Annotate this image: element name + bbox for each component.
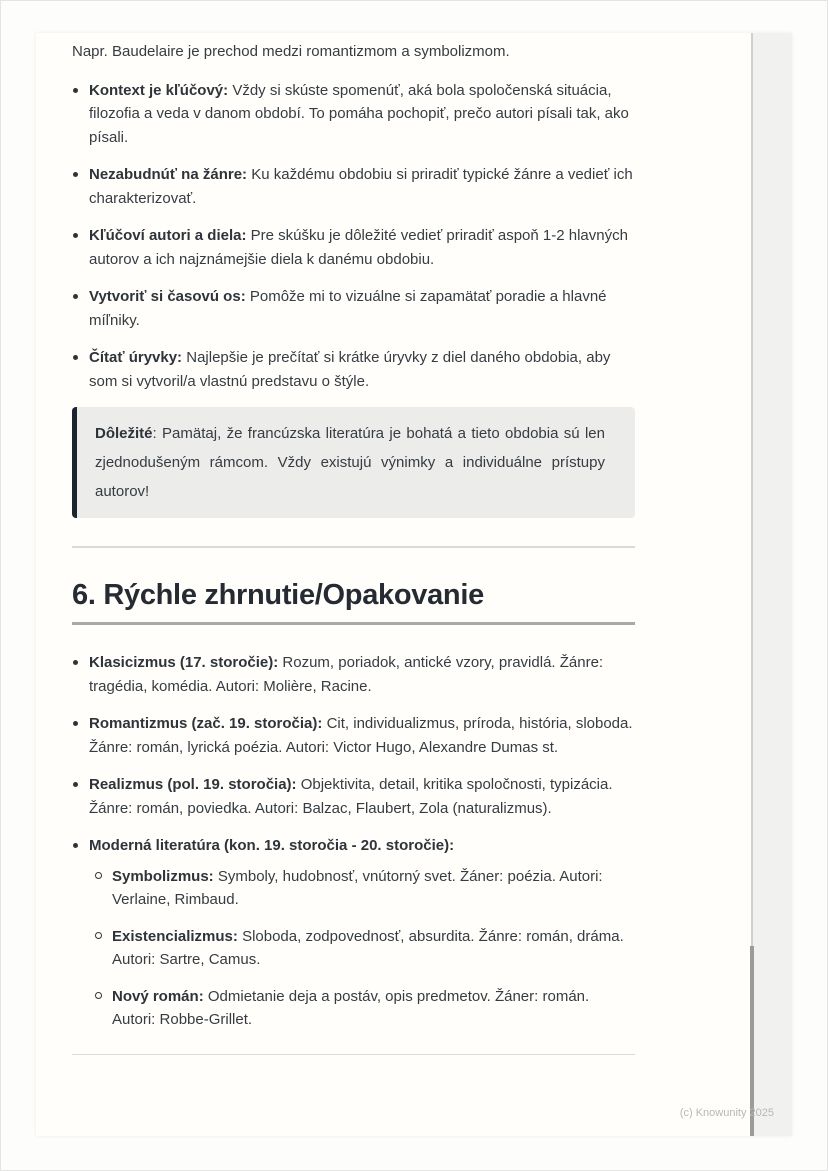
list-item (72, 163, 635, 210)
document-content (72, 33, 635, 1055)
list-item-text: Rozum, poriadok, antické vzory, pravidlá. Žánre: tragédia, komédia. Autori: Molière, Racine. (89, 654, 604, 695)
list-item-text: Pomôže mi to vizuálne si zapamätať poradie a hlavné míľniky. (89, 288, 607, 329)
sub-list (89, 865, 635, 1032)
sub-list-item (95, 925, 635, 972)
list-item-lead: Romantizmus (zač. 19. storočia): (89, 715, 323, 732)
list-item (72, 712, 635, 759)
list-item-lead: Realizmus (pol. 19. storočia): (89, 776, 297, 793)
list-item-lead: Kontext je kľúčový: (89, 81, 229, 99)
divider (72, 546, 635, 548)
callout-lead: Dôležité (95, 425, 153, 442)
list-item-text: Objektivita, detail, kritika spoločnosti, typizácia. Žánre: román, poviedka. Autori: Balzac, Flaubert, Zola (naturalizmus). (89, 776, 613, 817)
list-item-lead: Nezabudnúť na žánre: (89, 166, 248, 183)
section-heading: 6. Rýchle zhrnutie/Opakovanie (72, 578, 635, 625)
list-item-lead: Moderná literatúra (kon. 19. storočia - 20. storočie): (89, 837, 455, 854)
tips-list (72, 79, 635, 394)
divider (72, 1054, 635, 1055)
list-item (72, 224, 635, 271)
paragraph-intro: Napr. Baudelaire je prechod medzi romantizmom a symbolizmom. (72, 43, 510, 60)
document-page (36, 33, 792, 1136)
list-item (72, 79, 635, 150)
list-item-lead: Čítať úryvky: (89, 349, 183, 366)
list-item (72, 834, 635, 1032)
summary-list (72, 651, 635, 1032)
scrollbar-track[interactable] (751, 33, 792, 1136)
list-item-lead: Kľúčoví autori a diela: (89, 227, 247, 244)
list-item-lead: Symbolizmus: (112, 867, 214, 885)
list-item-text: Ku každému obdobiu si priradiť typické žánre a vedieť ich charakterizovať. (89, 166, 633, 207)
list-item-text: Sloboda, zodpovednosť, absurdita. Žánre: román, dráma. Autori: Sartre, Camus. (112, 927, 624, 968)
list-item (72, 651, 635, 698)
sub-list-item (95, 985, 635, 1032)
list-item-text: Symboly, hudobnosť, vnútorný svet. Žáner: poézia. Autori: Verlaine, Rimbaud. (112, 867, 603, 908)
list-item-text: Cit, individualizmus, príroda, história, sloboda. Žánre: román, lyrická poézia. Autori: Victor Hugo, Alexandre Dumas st. (89, 715, 633, 756)
sub-list-item (95, 865, 635, 912)
list-item-lead: Vytvoriť si časovú os: (89, 288, 246, 305)
list-item (72, 773, 635, 820)
list-item-lead: Existencializmus: (112, 927, 238, 945)
callout-important (72, 407, 635, 518)
list-item-lead: Klasicizmus (17. storočie): (89, 654, 279, 671)
list-item-text: Vždy si skúste spomenúť, aká bola spoločenská situácia, filozofia a veda v danom období. To pomáha pochopiť, prečo autori písali tak, ako písali. (89, 81, 629, 146)
list-item-lead: Nový román: (112, 987, 204, 1005)
copyright-note: (c) Knowunity 2025 (679, 1107, 774, 1119)
list-item-text: Najlepšie je prečítať si krátke úryvky z diel daného obdobia, aby som si vytvoril/a vlastnú predstavu o štýle. (89, 349, 611, 390)
list-item (72, 285, 635, 332)
list-item-text: Pre skúšku je dôležité vedieť priradiť aspoň 1-2 hlavných autorov a ich najznámejšie diela k danému obdobiu. (89, 227, 628, 268)
list-item-text: Odmietanie deja a postáv, opis predmetov. Žáner: román. Autori: Robbe-Grillet. (112, 987, 590, 1028)
callout-text: Dôležité: Pamätaj, že francúzska literatúra je bohatá a tieto obdobia sú len zjednodušeným rámcom. Vždy existujú výnimky a individuálne prístupy autorov! (95, 425, 605, 500)
list-item (72, 346, 635, 393)
